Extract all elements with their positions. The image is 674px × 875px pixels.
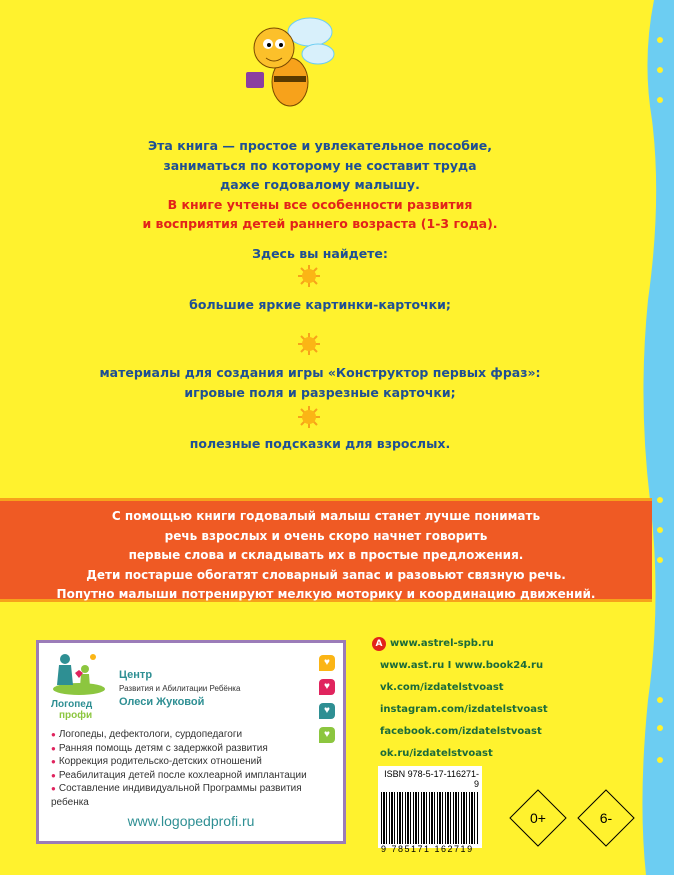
intro-red-line: В книге учтены все особенности развития: [167, 196, 473, 212]
publisher-links: [375, 636, 548, 768]
feature-item: большие яркие картинки-карточки;: [189, 297, 451, 312]
band-line: С помощью книги годовалый малыш станет лучше понимать: [111, 509, 541, 523]
logopedprofi-logo: [49, 651, 113, 721]
feature-item: полезные подсказки для взрослых.: [189, 436, 451, 451]
ad-title: Центр: [119, 669, 153, 681]
heart-icon: ♥: [319, 727, 335, 743]
link[interactable]: www.ast.ru I www.book24.ru: [380, 660, 544, 671]
intro-line: даже годовалому малышу.: [220, 177, 420, 192]
barcode-bars: [381, 792, 479, 844]
publisher-logo-icon: A: [372, 637, 386, 651]
list-item: ● Реабилитация детей после кохлеарной имплантации: [51, 769, 341, 783]
sun-icon: [298, 333, 320, 355]
heart-icon: ♥: [319, 679, 335, 695]
advert-card: [36, 640, 346, 844]
feature-line: материалы для создания игры «Конструктор первых фраз»:: [99, 365, 541, 380]
intro-line: заниматься по которому не составит труда: [163, 157, 477, 173]
feature-line: игровые поля и разрезные карточки;: [184, 384, 456, 400]
age-rating: 6-: [599, 810, 613, 826]
link[interactable]: vk.com/izdatelstvoast: [380, 682, 504, 693]
age-rating-badge: [508, 788, 568, 848]
list-item: ● Составление индивидуальной Программы развития ребенка: [51, 782, 341, 809]
heart-icon: ♥: [319, 655, 335, 671]
decorative-wavy-strip: [634, 0, 674, 875]
sun-icon: [298, 406, 320, 428]
isbn-label: ISBN 978-5-17-116271-9: [384, 769, 479, 789]
feature-item: [0, 363, 640, 402]
list-item: ● Ранняя помощь детям с задержкой развития: [51, 742, 341, 756]
link[interactable]: www.astrel-spb.ru: [390, 638, 494, 649]
description-band: [0, 498, 652, 602]
list-item: ● Коррекция родительско-детских отношений: [51, 755, 341, 769]
barcode: [378, 766, 482, 854]
ad-name: Олеси Жуковой: [119, 696, 205, 708]
features-heading: Здесь вы найдете:: [252, 246, 388, 261]
bee-illustration: [238, 4, 338, 114]
link[interactable]: instagram.com/izdatelstvoast: [380, 704, 548, 715]
intro-red-line: и восприятия детей раннего возраста (1-3 года).: [142, 216, 498, 231]
svg-text:профи: профи: [59, 710, 93, 721]
intro-text: [0, 136, 640, 234]
services-list: [51, 728, 341, 809]
list-item: ● Логопеды, дефектологи, сурдопедагоги: [51, 728, 341, 742]
sun-icon: [298, 265, 320, 287]
intro-line: Эта книга — простое и увлекательное пособие,: [148, 138, 492, 153]
ad-url[interactable]: www.logopedprofi.ru: [127, 813, 255, 829]
link[interactable]: ok.ru/izdatelstvoast: [380, 748, 493, 759]
age-rating-badge: [576, 788, 636, 848]
heart-icon: ♥: [319, 703, 335, 719]
band-line: Попутно малыши потренируют мелкую моторику и координацию движений.: [56, 587, 596, 601]
svg-text:Логопед: Логопед: [51, 699, 93, 710]
band-line: Дети постарше обогатят словарный запас и разовьют связную речь.: [86, 567, 566, 582]
band-line: речь взрослых и очень скоро начнет говорить: [164, 528, 488, 543]
link[interactable]: facebook.com/izdatelstvoast: [380, 726, 542, 737]
barcode-number: 9 785171 162719: [381, 844, 474, 854]
ad-subtitle: Развития и Абилитации Ребёнка: [119, 684, 241, 693]
band-line: первые слова и складывать их в простые предложения.: [128, 548, 524, 562]
age-rating: 0+: [530, 810, 546, 826]
